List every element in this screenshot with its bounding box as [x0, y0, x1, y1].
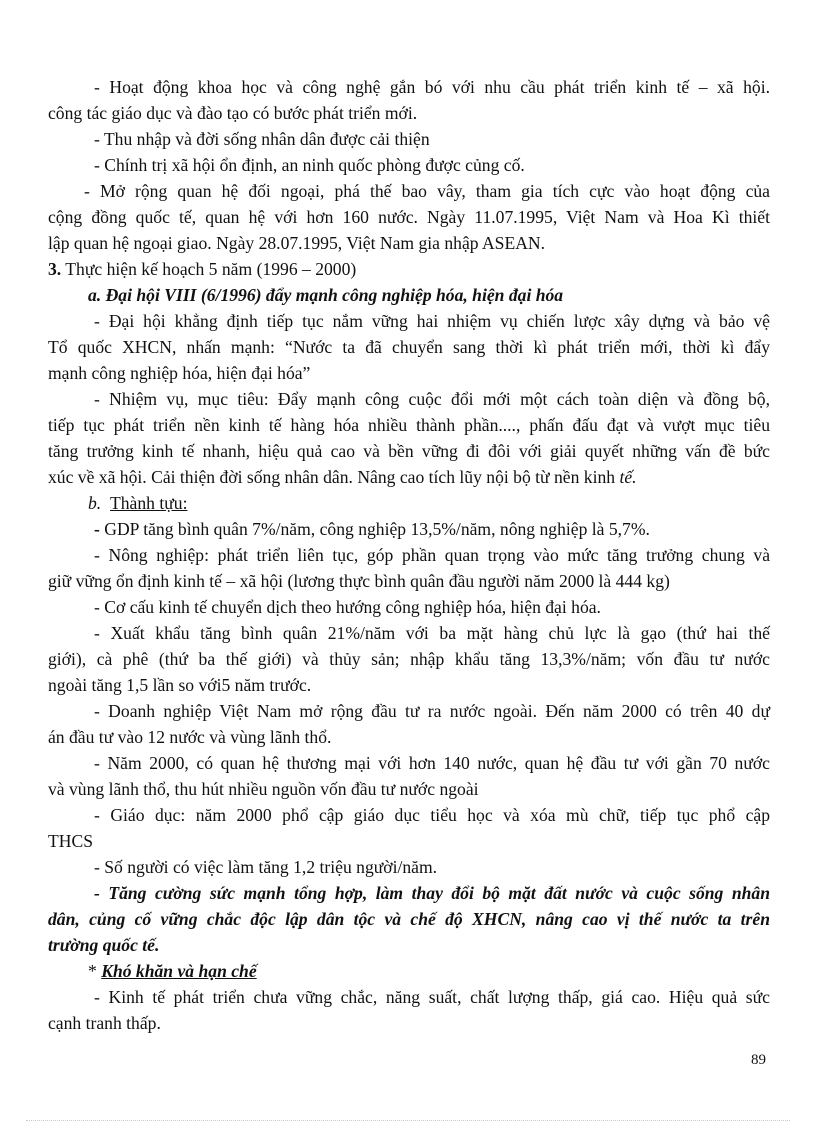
text-span: cộng đồng quốc tế, quan hệ với hơn 160 nước. Ngày 11.07.1995, Việt Nam và Hoa Kì thiết [48, 207, 770, 227]
paragraph-line [48, 776, 770, 802]
text-span: và vùng lãnh thổ, thu hút nhiều nguồn vốn đầu tư nước ngoài [48, 779, 479, 799]
paragraph-line [48, 386, 770, 412]
text-span: trường quốc tế. [48, 935, 160, 955]
text-span: - Doanh nghiệp Việt Nam mở rộng đầu tư ra nước ngoài. Đến năm 2000 có trên 40 dự [94, 701, 770, 721]
paragraph-line [48, 204, 770, 230]
subsection-title: a. Đại hội VIII (6/1996) đẩy mạnh công nghiệp hóa, hiện đại hóa [88, 285, 564, 305]
paragraph-line [48, 828, 770, 854]
paragraph-line [48, 802, 770, 828]
paragraph-line [48, 594, 770, 620]
text-span: giữ vững ổn định kinh tế – xã hội (lương thực bình quân đầu người năm 2000 là 444 kg) [48, 571, 670, 591]
section-heading [48, 256, 770, 282]
paragraph-line [48, 672, 770, 698]
text-span: - Năm 2000, có quan hệ thương mại với hơn 140 nước, quan hệ đầu tư với gần 70 nước [94, 753, 770, 773]
paragraph-line [48, 74, 770, 100]
text-span: - Kinh tế phát triển chưa vững chắc, năng suất, chất lượng thấp, giá cao. Hiệu quả sức [94, 987, 770, 1007]
paragraph-line [48, 724, 770, 750]
paragraph-line [48, 854, 770, 880]
paragraph-line [48, 984, 770, 1010]
text-span: - [94, 519, 100, 539]
text-span: tiếp tục phát triển nền kinh tế hàng hóa nhiều thành phần...., phấn đấu đạt và vượt mục tiêu [48, 415, 770, 435]
text-span: mạnh công nghiệp hóa, hiện đại hóa” [48, 363, 311, 383]
text-span: - Tăng cường sức mạnh tổng hợp, làm thay đổi bộ mặt đất nước và cuộc sống nhân [94, 883, 770, 903]
text-span: - Thu nhập và đời sống nhân dân được cải thiện [94, 129, 430, 149]
paragraph-line [48, 178, 770, 204]
text-span: dân, củng cố vững chắc độc lập dân tộc và chế độ XHCN, nâng cao vị thế nước ta trên [48, 909, 770, 929]
paragraph-line [48, 880, 770, 906]
text-span: tế. [619, 467, 637, 487]
text-span: - Chính trị xã hội ổn định, an ninh quốc phòng được củng cố. [94, 155, 525, 175]
document-page [48, 74, 770, 1036]
paragraph-line [48, 568, 770, 594]
paragraph-line [48, 412, 770, 438]
paragraph-line [48, 646, 770, 672]
section-number: 3. [48, 259, 62, 279]
text-span: - Giáo dục: năm 2000 phổ cập giáo dục tiểu học và xóa mù chữ, tiếp tục phổ cập [94, 805, 770, 825]
paragraph-line [48, 542, 770, 568]
text-span: tăng trưởng kinh tế nhanh, hiệu quả cao và bền vững đi đôi với giải quyết những vấn đề bức [48, 441, 770, 461]
paragraph-line [48, 932, 770, 958]
paragraph-line [48, 620, 770, 646]
subsection-letter: b. [88, 493, 102, 513]
text-span: - Hoạt động khoa học và công nghệ gắn bó với nhu cầu phát triển kinh tế – xã hội. [94, 77, 770, 97]
text-span: THCS [48, 831, 93, 851]
text-span: công tác giáo dục và đào tạo có bước phát triển mới. [48, 103, 418, 123]
text-span: - Đại hội khẳng định tiếp tục nắm vững hai nhiệm vụ chiến lược xây dựng và bảo vệ [94, 311, 770, 331]
text-span: xúc về xã hội. Cải thiện đời sống nhân dân. Nâng cao tích lũy nội bộ từ nền kinh [48, 467, 616, 487]
footer-divider [26, 1120, 790, 1121]
text-span: - Mở rộng quan hệ đối ngoại, phá thế bao vây, tham gia tích cực vào hoạt động của [84, 181, 770, 201]
paragraph-line [48, 152, 770, 178]
paragraph-line [48, 516, 770, 542]
text-span: - Cơ cấu kinh tế chuyển dịch theo hướng công nghiệp hóa, hiện đại hóa. [94, 597, 601, 617]
subsection-heading [48, 282, 770, 308]
section-title: Thực hiện kế hoạch 5 năm (1996 – 2000) [65, 259, 357, 279]
paragraph-line [48, 698, 770, 724]
text-span: cạnh tranh thấp. [48, 1013, 161, 1033]
text-span: - Xuất khẩu tăng bình quân 21%/năm với ba mặt hàng chủ lực là gạo (thứ hai thế [94, 623, 770, 643]
text-span: giới), cà phê (thứ ba thế giới) và thủy sản; nhập khẩu tăng 13,3%/năm; vốn đầu tư nước [48, 649, 770, 669]
text-span: - Số người có việc làm tăng 1,2 triệu người/năm. [94, 857, 438, 877]
text-span: lập quan hệ ngoại giao. Ngày 28.07.1995, Việt Nam gia nhập ASEAN. [48, 233, 546, 253]
text-span: ngoài tăng 1,5 lần so với5 năm trước. [48, 675, 312, 695]
text-span: án đầu tư vào 12 nước và vùng lãnh thổ. [48, 727, 332, 747]
subsection-heading [48, 490, 770, 516]
text-span: GDP tăng bình quân 7%/năm, công nghiệp 13,5%/năm, nông nghiệp là 5,7%. [104, 519, 650, 539]
paragraph-line [48, 906, 770, 932]
text-span: - Nông nghiệp: phát triển liên tục, góp phần quan trọng vào mức tăng trưởng chung và [94, 545, 770, 565]
subsection-heading [48, 958, 770, 984]
paragraph-line [48, 230, 770, 256]
paragraph-line [48, 308, 770, 334]
subsection-title: Thành tựu: [110, 493, 188, 513]
paragraph-line [48, 100, 770, 126]
page-number: 89 [751, 1052, 766, 1068]
paragraph-line [48, 360, 770, 386]
paragraph-line [48, 750, 770, 776]
text-span: Tổ quốc XHCN, nhấn mạnh: “Nước ta đã chuyển sang thời kì phát triển mới, thời kì đẩy [48, 337, 770, 357]
subsection-title: Khó khăn và hạn chế [101, 961, 257, 981]
asterisk-marker: * [88, 961, 97, 981]
paragraph-line [48, 464, 770, 490]
paragraph-line [48, 126, 770, 152]
text-span: - Nhiệm vụ, mục tiêu: Đẩy mạnh công cuộc đổi mới một cách toàn diện và đồng bộ, [94, 389, 770, 409]
paragraph-line [48, 1010, 770, 1036]
paragraph-line [48, 438, 770, 464]
paragraph-line [48, 334, 770, 360]
